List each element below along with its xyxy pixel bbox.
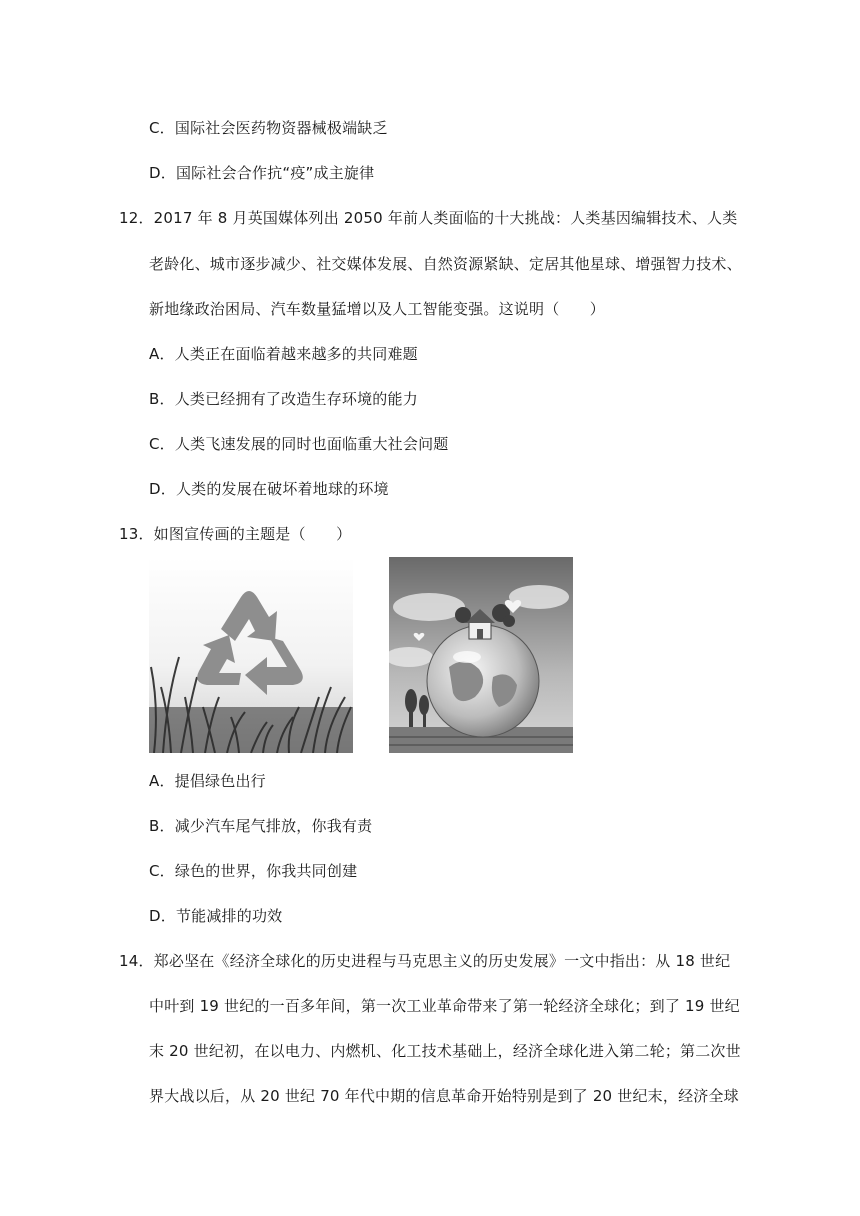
q12-option-c: C．人类飞速发展的同时也面临重大社会问题 [149,435,449,453]
q11-option-d: D．国际社会合作抗“疫”成主旋律 [149,164,375,182]
q14-stem-line-2: 中叶到 19 世纪的一百多年间，第一次工业革命带来了第一轮经济全球化；到了 19 世纪 [149,997,740,1015]
q14-stem-line-1: 14．郑必坚在《经济全球化的历史进程与马克思主义的历史发展》一文中指出：从 18 世纪 [119,952,731,970]
q13-option-b: B．减少汽车尾气排放，你我有责 [149,817,373,835]
q13-option-c: C．绿色的世界，你我共同创建 [149,862,358,880]
q14-stem-line-4: 界大战以后，从 20 世纪 70 年代中期的信息革命开始特别是到了 20 世纪末，经济全球 [149,1087,739,1105]
q14-stem-line-3: 末 20 世纪初，在以电力、内燃机、化工技术基础上，经济全球化进入第二轮；第二次世 [149,1042,741,1060]
globe-icon [427,625,539,737]
q11-option-c: C．国际社会医药物资器械极端缺乏 [149,119,388,137]
q12-option-b: B．人类已经拥有了改造生存环境的能力 [149,390,418,408]
q12-stem-line-3: 新地缘政治困局、汽车数量猛增以及人工智能变强。这说明（ ） [149,300,606,318]
q12-stem-line-1: 12．2017 年 8 月英国媒体列出 2050 年前人类面临的十大挑战：人类基因编辑技术、人类 [119,209,738,227]
q13-option-a: A．提倡绿色出行 [149,772,266,790]
recycle-poster-image [149,557,353,753]
q12-stem-line-2: 老龄化、城市逐步减少、社交媒体发展、自然资源紧缺、定居其他星球、增强智力技术、 [149,255,742,273]
q13-option-d: D．节能减排的功效 [149,907,283,925]
q12-option-a: A．人类正在面临着越来越多的共同难题 [149,345,418,363]
q12-option-d: D．人类的发展在破坏着地球的环境 [149,480,389,498]
globe-poster-image [389,557,573,753]
q13-stem: 13．如图宣传画的主题是（ ） [119,525,352,543]
